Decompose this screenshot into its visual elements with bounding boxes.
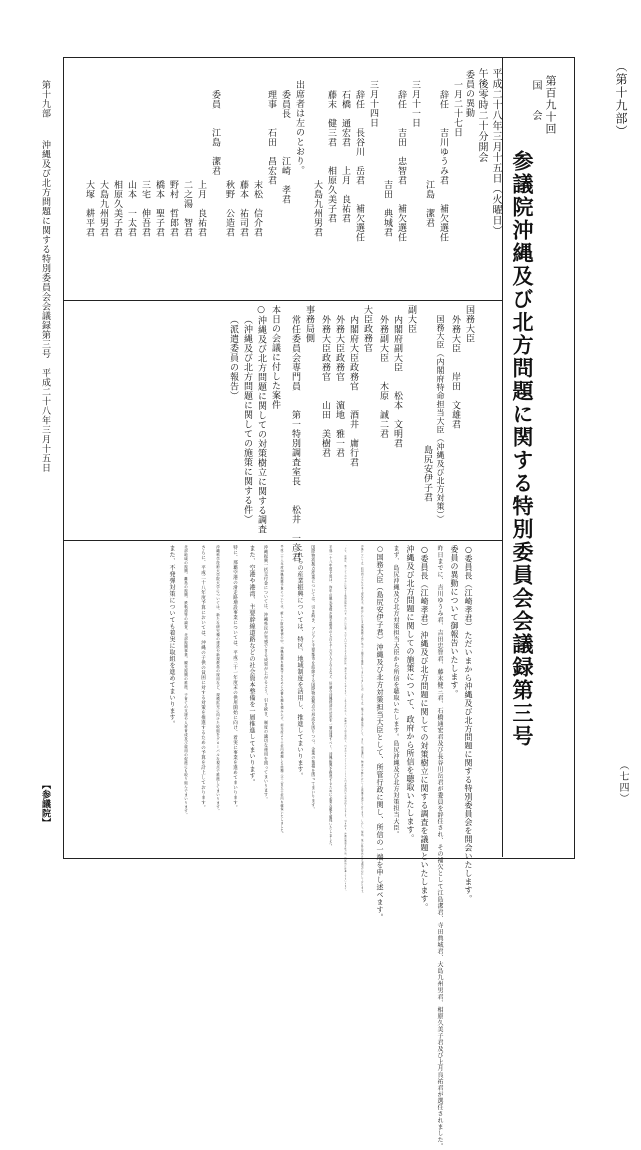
member-7: 山本 一太君 (126, 180, 136, 237)
para-2: 委員の異動について御報告いたします。 (450, 545, 459, 698)
change-1b: 江島 潔君 (424, 180, 434, 228)
para-15: また、空港や港湾、主要幹線道路などの社会資本整備を一層推進してまいります。 (248, 545, 255, 786)
para-1: ○委員長（江崎孝君）ただいまから沖縄及び北方問題に関する特別委員会を開会いたします。 (464, 545, 473, 903)
minister-foreign: 外務大臣 岸田 文雄君 (450, 315, 460, 429)
member-2: 上月 良祐君 (196, 180, 206, 237)
footer-part-label: 第十九部 (40, 80, 50, 118)
para-8: 沖縄については、昭和四十七年の本土復帰以来、数次にわたる沖縄振興計画に基づく施策を推進してまいりましたが、今日では、魅力ある観光地として、また、情報通信、物流の分野においても発展を遂げております。しかし、依然、低い県民所得など課題が存在しております。 (360, 545, 364, 895)
agenda-sub-2: （派遣委員の報告） (228, 315, 238, 401)
para-4: ○委員長（江崎孝君）沖縄及び北方問題に関しての対策樹立に関する調査を議題といたします。 (420, 545, 429, 912)
para-16: 特に、那覇空港の滑走路増設事業については、平成三十一年度末の供用開始に向け、着実に事業を進めてまいります。 (232, 545, 238, 810)
para-14: 沖縄振興一括交付金については、沖縄県民が実感できる成果が上がるよう、引き続き、制度の適切な運用を図ってまいります。 (264, 545, 269, 802)
para-11: 国際物流拠点産業については、引き続き、アジアと主要都市を結節する国際物流拠点の形成を図りつつ、企業の集積を図ってまいります。 (311, 545, 317, 812)
change-3c: 藤末 健三君 相原久美子君 (326, 90, 336, 223)
officials-ministers: 国務大臣 (464, 305, 474, 343)
vice-minister-2: 外務副大臣 木原 誠二君 (378, 315, 388, 439)
change-2: 辞任 吉田 忠智君 補欠選任 (396, 90, 406, 242)
director-1: 理事 石田 昌宏君 (266, 90, 276, 185)
session-date: 平成二十八年三月十五日（火曜日） (490, 68, 501, 236)
para-9: 一方で、沖縄は、東アジアの中心に位置する地理的特性や日本一高い出生率、若年人口の多さなどの優位性、潜在力を有しております。これらを生かし、沖縄が自立的な発展し、日本のフロントランナーとして日本経済再生の牽引役となるよう、引き続き、沖縄振興策を総合的、積極的に推進してまいります。 (344, 545, 346, 893)
minister-okinawa-title: 国務大臣（内閣府特命担当大臣（沖縄及び北方対策）） (436, 315, 445, 524)
members-change-heading: 委員の異動 (464, 70, 474, 118)
minister-okinawa-name: 島尻安伊子君 (422, 445, 432, 502)
change-3d: 大島九州男君 (312, 180, 322, 237)
session-sub: 国 会 (530, 80, 541, 120)
header-divider (502, 57, 503, 857)
para-6: まず、島尻沖縄及び北方対策担当大臣から所信を聴取いたします。島尻沖縄及び北方対策担当大臣。 (392, 545, 399, 838)
vice-ministers: 副大臣 (406, 305, 416, 334)
para-20: また、不発弾対策についても着実に取組を進めてまいります。 (168, 545, 175, 727)
session-label: 第百九十回 (544, 75, 557, 135)
para-13: 平成二十八年度沖縄振興予算については、厳しい財政事情の中、沖縄振興を推進するために必要な額を積み上げ、前年度より十億円増額した総額三千三百五十億円を確保いたしました。 (280, 545, 284, 836)
agenda-sub-1: （沖縄及び北方問題に関しての施策に関する件） (242, 315, 252, 524)
vice-minister-1: 内閣府副大臣 松本 文明君 (392, 315, 402, 448)
member-4: 野村 哲郎君 (168, 180, 178, 237)
secretary-2: 外務大臣政務官 濵地 雅一君 (334, 315, 344, 458)
secretariat: 事務局側 (304, 305, 314, 343)
director-4: 秋野 公造君 (224, 180, 234, 237)
change-date-2: 三月十一日 (410, 80, 420, 128)
para-7: ○国務大臣（島尻安伊子君）沖縄及び北方対策担当大臣として、所管行政に関し、所信の一端を申し述べます。 (376, 545, 384, 921)
para-17: 沖縄科学技術大学院大学については、新たな研究棟の建設や新規教員の採用など、規模拡充に向けた取組をグローバルな視点で推進してまいります。 (216, 545, 221, 813)
secretariat-staff: 常任委員会専門員 第一特別調査室長 松井 一彦君 (290, 315, 300, 562)
upper-divider (63, 300, 502, 301)
lower-divider (63, 540, 502, 541)
agenda-heading: 本日の会議に付した案件 (270, 305, 280, 410)
member-5: 橋本 聖子君 (154, 180, 164, 237)
change-date-3: 三月十四日 (368, 80, 378, 128)
footer-badge: 【参議院】 (40, 780, 50, 828)
director-3: 藤本 祐司君 (238, 180, 248, 237)
page-number: （七四） (617, 760, 628, 804)
para-12: これらの産業振興については、特区、地域制度を活用し、推進してまいります。 (296, 545, 303, 779)
secretary-3: 外務大臣政務官 山田 美樹君 (320, 315, 330, 458)
secretary-1: 内閣府大臣政務官 酒井 庸行君 (348, 315, 358, 467)
para-19: 北部地域の振興、離島の振興、鉄軌道等の調査、北部振興事業、観光振興の推進、子育ての支援や人材育成及び雇用の促進にも取り組んでまいります。 (184, 545, 189, 817)
footer-center: 沖縄及び北方問題に関する特別委員会会議録第三号 平成二十八年三月十五日 (40, 140, 50, 473)
change-1: 辞任 吉川ゆうみ君 補欠選任 (438, 90, 448, 242)
page-title: 参議院沖縄及び北方問題に関する特別委員会会議録第三号 (510, 150, 535, 748)
para-10: 平成二十八年度予算は、昨年の観光客数が過去最高の七百七十六万人となるなど、好調な沖縄経済の状況を一層加速すべく、沖縄振興を推進するために必要な額を確保いたしました。 (328, 545, 333, 849)
volume-label: （第十九部） (614, 60, 628, 138)
opening-time: 午後零時二十分開会 (476, 68, 487, 163)
change-3: 辞任 長谷川 岳君 補欠選任 (354, 90, 364, 242)
member-3: 二之湯 智君 (182, 180, 192, 237)
agenda-item: ○沖縄及び北方問題に関しての対策樹立に関する調査 (256, 305, 266, 534)
director-2: 末松 信介君 (252, 180, 262, 237)
parliamentary-secretaries: 大臣政務官 (362, 305, 372, 353)
member-10: 大塚 耕平君 (84, 180, 94, 237)
member-6: 三宅 伸吾君 (140, 180, 150, 237)
change-3b: 石橋 通宏君 上月 良祐君 (340, 90, 350, 223)
change-2b: 吉田 典城君 (382, 180, 392, 237)
change-date-1: 一月二十七日 (452, 80, 462, 137)
para-3: 昨日までに、吉川ゆうみ君、吉田忠智君、藤末健三君、石橋通宏君及び長谷川岳君が委員を辞任され、その補欠として江島潔君、寺田典城君、大島九州男君、相原久美子君及び上月良祐君が選任されました。 (436, 545, 443, 1150)
attendees-heading: 出席者は左のとおり。 (294, 80, 304, 175)
member-9: 大島九州男君 (98, 180, 108, 237)
member-8: 相原久美子君 (112, 180, 122, 237)
para-5: 沖縄及び北方問題に関しての施策について、政府から所信を聴取いたします。 (406, 545, 415, 843)
member-1: 委員 江島 潔君 (210, 90, 220, 176)
chair: 委員長 江崎 孝君 (280, 90, 290, 204)
para-18: さらに、平成二十八年度予算においては、沖縄の子供の貧困に対する対策を推進するための予算を計上しております。 (200, 545, 206, 810)
